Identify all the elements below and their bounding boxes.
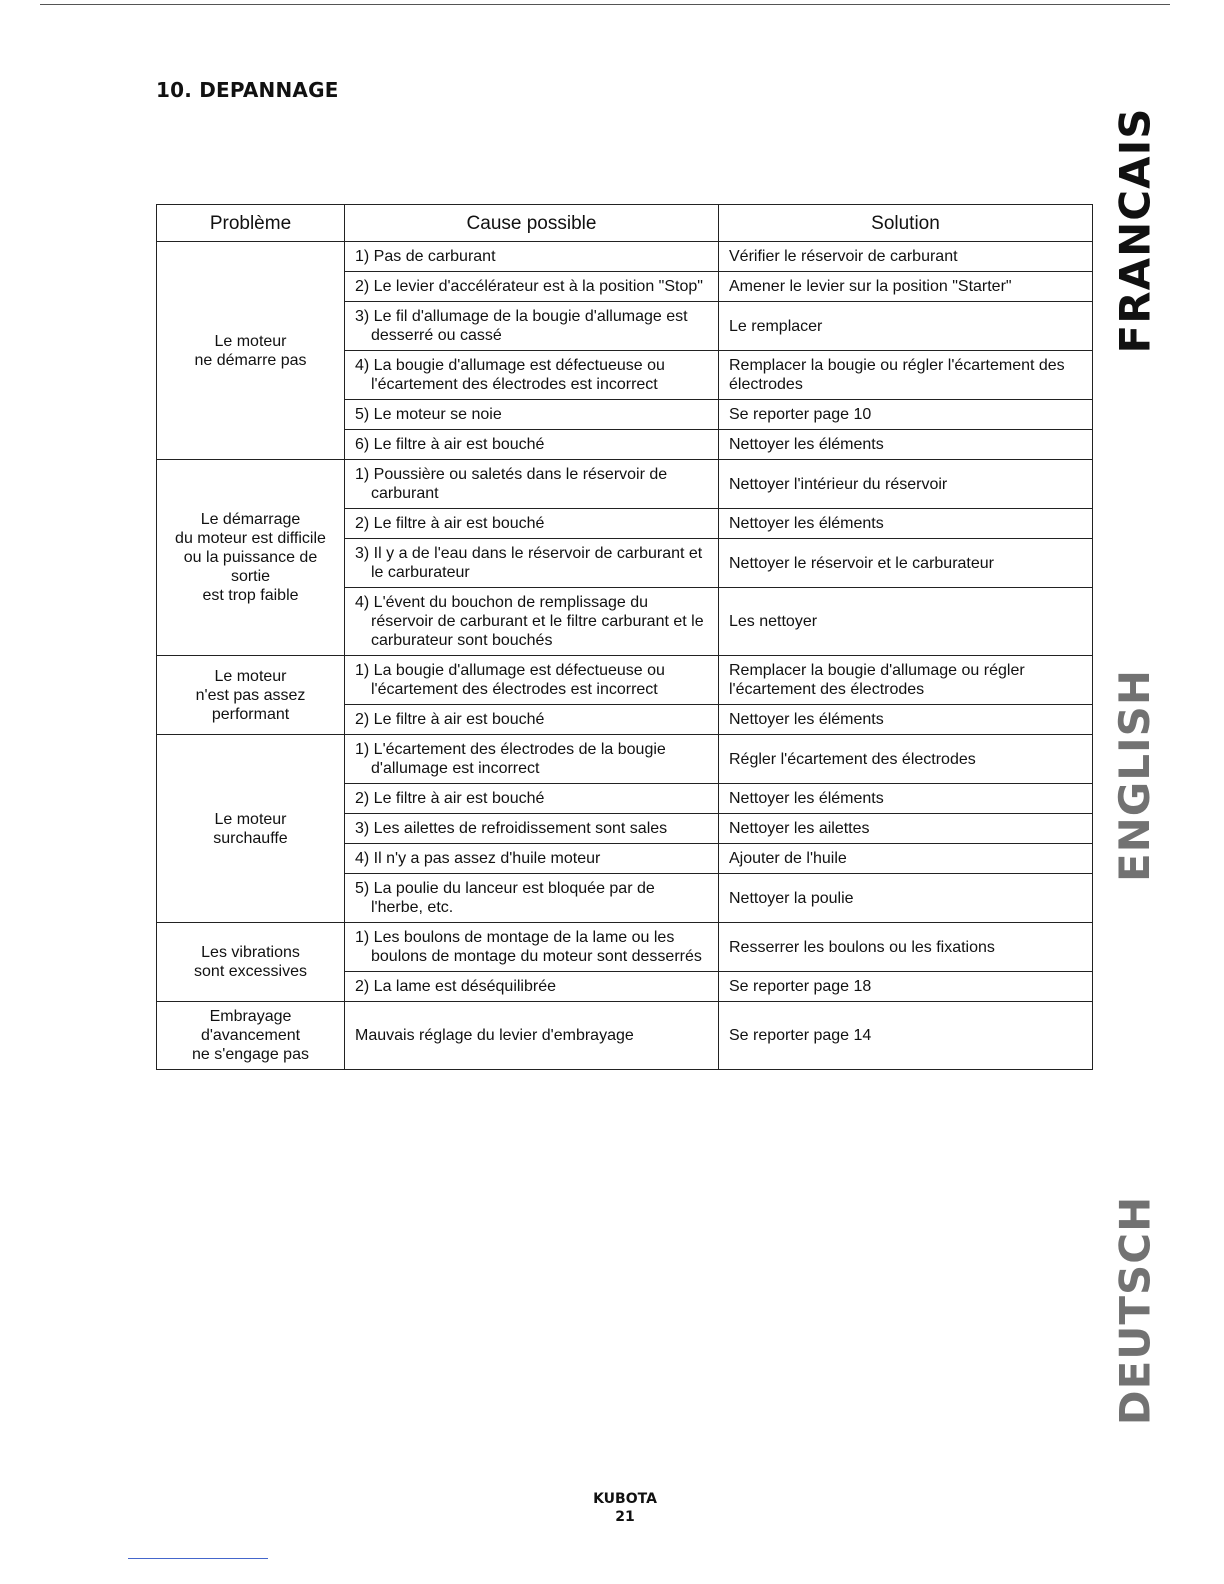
cause-cell xyxy=(345,972,719,1002)
cause-cell xyxy=(345,923,719,972)
solution-cell: Le remplacer xyxy=(719,302,1093,351)
table-row xyxy=(157,460,1093,509)
cause-text: 4) La bougie d'allumage est défectueuse ou l'écartement des électrodes est incorrect xyxy=(355,357,665,393)
header-cause: Cause possible xyxy=(345,205,719,242)
solution-cell: Remplacer la bougie d'allumage ou régler l'écartement des électrodes xyxy=(719,656,1093,705)
cause-cell xyxy=(345,539,719,588)
cause-text: 3) Le fil d'allumage de la bougie d'allumage est desserré ou cassé xyxy=(355,308,688,344)
solution-cell: Les nettoyer xyxy=(719,588,1093,656)
header-problem: Problème xyxy=(157,205,345,242)
top-rule xyxy=(40,4,1170,5)
side-tab-label: DEUTSCH xyxy=(1110,1195,1160,1425)
cause-cell xyxy=(345,430,719,460)
solution-cell: Nettoyer les ailettes xyxy=(719,814,1093,844)
cause-cell xyxy=(345,351,719,400)
cause-cell xyxy=(345,814,719,844)
page-number: 21 xyxy=(615,1509,635,1525)
table-row xyxy=(157,242,1093,272)
troubleshooting-table xyxy=(156,204,1093,1070)
problem-cell: Le moteur ne démarre pas xyxy=(157,242,345,460)
problem-cell: Le moteur n'est pas assez performant xyxy=(157,656,345,735)
table-row xyxy=(157,735,1093,784)
cause-text: 1) Poussière ou saletés dans le réservoir de carburant xyxy=(355,466,668,502)
footer xyxy=(0,1490,1224,1526)
solution-cell: Nettoyer les éléments xyxy=(719,430,1093,460)
table-row xyxy=(157,1002,1093,1070)
solution-cell: Vérifier le réservoir de carburant xyxy=(719,242,1093,272)
cause-text: 2) Le levier d'accélérateur est à la position "Stop" xyxy=(355,278,703,295)
cause-text: Mauvais réglage du levier d'embrayage xyxy=(355,1027,634,1044)
cause-cell xyxy=(345,844,719,874)
cause-cell xyxy=(345,302,719,351)
solution-cell: Nettoyer les éléments xyxy=(719,784,1093,814)
problem-cell: Le moteur surchauffe xyxy=(157,735,345,923)
side-tab-english xyxy=(1112,660,1158,890)
cause-cell xyxy=(345,784,719,814)
cause-text: 3) Les ailettes de refroidissement sont sales xyxy=(355,820,668,837)
cause-text: 2) Le filtre à air est bouché xyxy=(355,515,545,532)
problem-cell: Le démarrage du moteur est difficile ou la puissance de sortie est trop faible xyxy=(157,460,345,656)
problem-cell: Embrayage d'avancement ne s'engage pas xyxy=(157,1002,345,1070)
cause-text: 5) La poulie du lanceur est bloquée par de l'herbe, etc. xyxy=(355,880,655,916)
solution-cell: Nettoyer les éléments xyxy=(719,509,1093,539)
side-tab-label: FRANCAIS xyxy=(1110,107,1160,353)
cause-text: 2) Le filtre à air est bouché xyxy=(355,790,545,807)
cause-text: 4) Il n'y a pas assez d'huile moteur xyxy=(355,850,601,867)
footer-brand: KUBOTA xyxy=(593,1491,657,1507)
cause-text: 2) La lame est déséquilibrée xyxy=(355,978,557,995)
side-tab-deutsch xyxy=(1112,1185,1158,1435)
bottom-rule xyxy=(128,1558,268,1559)
solution-cell: Ajouter de l'huile xyxy=(719,844,1093,874)
table-body xyxy=(157,242,1093,1070)
cause-cell xyxy=(345,1002,719,1070)
solution-cell: Amener le levier sur la position "Starter" xyxy=(719,272,1093,302)
cause-text: 1) Pas de carburant xyxy=(355,248,496,265)
cause-cell xyxy=(345,509,719,539)
table-row xyxy=(157,656,1093,705)
cause-text: 1) La bougie d'allumage est défectueuse ou l'écartement des électrodes est incorrect xyxy=(355,662,665,698)
cause-cell xyxy=(345,272,719,302)
cause-text: 5) Le moteur se noie xyxy=(355,406,502,423)
header-solution: Solution xyxy=(719,205,1093,242)
cause-cell xyxy=(345,460,719,509)
problem-cell: Les vibrations sont excessives xyxy=(157,923,345,1002)
solution-cell: Se reporter page 10 xyxy=(719,400,1093,430)
solution-cell: Resserrer les boulons ou les fixations xyxy=(719,923,1093,972)
cause-text: 3) Il y a de l'eau dans le réservoir de carburant et le carburateur xyxy=(355,545,703,581)
section-title: 10. DEPANNAGE xyxy=(156,78,339,102)
cause-text: 1) L'écartement des électrodes de la bougie d'allumage est incorrect xyxy=(355,741,666,777)
cause-cell xyxy=(345,400,719,430)
cause-text: 6) Le filtre à air est bouché xyxy=(355,436,545,453)
solution-cell: Régler l'écartement des électrodes xyxy=(719,735,1093,784)
cause-text: 1) Les boulons de montage de la lame ou les boulons de montage du moteur sont desserrés xyxy=(355,929,702,965)
solution-cell: Se reporter page 14 xyxy=(719,1002,1093,1070)
side-tab-label: ENGLISH xyxy=(1110,668,1160,882)
solution-cell: Nettoyer le réservoir et le carburateur xyxy=(719,539,1093,588)
cause-cell xyxy=(345,588,719,656)
cause-text: 4) L'évent du bouchon de remplissage du réservoir de carburant et le filtre carburant et le carburateur sont bouchés xyxy=(355,594,704,649)
solution-cell: Remplacer la bougie ou régler l'écartement des électrodes xyxy=(719,351,1093,400)
cause-cell xyxy=(345,656,719,705)
cause-text: 2) Le filtre à air est bouché xyxy=(355,711,545,728)
solution-cell: Nettoyer la poulie xyxy=(719,874,1093,923)
side-tab-francais xyxy=(1112,100,1158,360)
cause-cell xyxy=(345,735,719,784)
table-row xyxy=(157,923,1093,972)
table-header-row xyxy=(157,205,1093,242)
solution-cell: Nettoyer les éléments xyxy=(719,705,1093,735)
cause-cell xyxy=(345,705,719,735)
solution-cell: Nettoyer l'intérieur du réservoir xyxy=(719,460,1093,509)
solution-cell: Se reporter page 18 xyxy=(719,972,1093,1002)
cause-cell xyxy=(345,874,719,923)
cause-cell xyxy=(345,242,719,272)
